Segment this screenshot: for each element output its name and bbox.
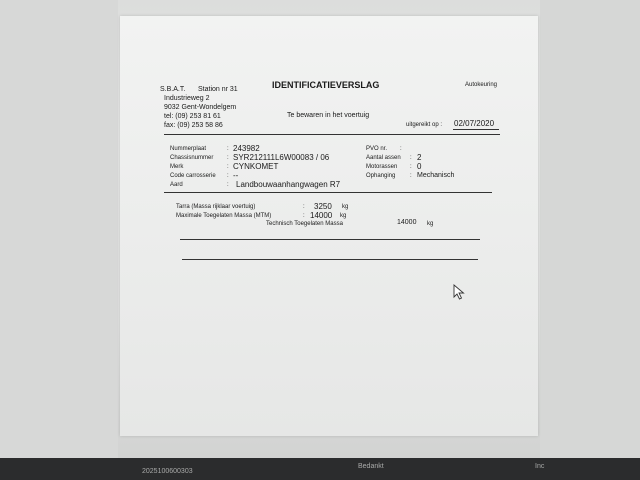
mtm-value: 14000: [310, 211, 333, 220]
tech-mass-label: Technisch Toegelaten Massa: [266, 221, 343, 227]
taskbar-item-inc[interactable]: Inc: [535, 463, 545, 470]
pvo-value: :: [400, 146, 402, 152]
axles-value: 2: [417, 153, 422, 162]
mtm-unit: kg: [340, 213, 347, 219]
motor-axles-label: Motorassen: [366, 164, 398, 170]
tech-mass-value: 14000: [397, 219, 417, 226]
taskbar-item-bedankt[interactable]: Bedankt: [358, 463, 384, 470]
fax-number: fax: (09) 253 58 86: [164, 122, 223, 129]
header-divider: [164, 134, 500, 135]
station-number: Station nr 31: [198, 86, 238, 93]
body-code-colon: :: [227, 173, 229, 179]
issued-label: uitgereikt op :: [406, 122, 443, 128]
document-title: IDENTIFICATIEVERSLAG: [272, 80, 380, 90]
kind-value: Landbouwaanhangwagen R7: [236, 180, 341, 189]
body-code-value: --: [233, 171, 239, 180]
mouse-pointer-icon: [453, 284, 465, 305]
issued-date: 02/07/2020: [454, 119, 495, 128]
keep-in-vehicle-note: Te bewaren in het voertuig: [287, 112, 370, 119]
brand-colon: :: [227, 164, 229, 170]
viewer-left-margin: [0, 0, 118, 458]
pvo-label: PVO nr.: [366, 146, 388, 152]
axles-label: Aantal assen: [366, 155, 401, 161]
address-street: Industrieweg 2: [164, 95, 210, 102]
tare-colon: :: [303, 204, 305, 210]
org-name: S.B.A.T.: [160, 86, 186, 93]
viewer-right-margin: [540, 0, 640, 458]
vehicle-info-divider: [164, 192, 492, 193]
chassis-colon: :: [227, 155, 229, 161]
mtm-colon: :: [303, 213, 305, 219]
axles-colon: :: [410, 155, 412, 161]
tare-label: Tarra (Massa rijklaar voertuig): [176, 204, 256, 210]
suspension-value: Mechanisch: [417, 172, 455, 179]
tare-unit: kg: [342, 204, 349, 210]
phone-number: tel: (09) 253 81 61: [164, 113, 221, 120]
plate-label: Nummerplaat: [170, 146, 207, 152]
taskbar-item-file[interactable]: 2025100600303: [142, 468, 193, 475]
document-page: [120, 16, 538, 436]
mtm-label: Maximale Toegelaten Massa (MTM): [176, 213, 272, 219]
document-type: Autokeuring: [465, 82, 498, 88]
address-city: 9032 Gent-Wondelgem: [164, 104, 237, 111]
chassis-value: SYR212111L6W00083 / 06: [233, 153, 330, 162]
body-code-label: Code carrosserie: [170, 173, 216, 179]
remarks-line-2: [182, 259, 478, 260]
taskbar: [0, 458, 640, 480]
suspension-label: Ophanging: [366, 173, 396, 179]
plate-colon: :: [227, 146, 229, 152]
date-underline: [453, 129, 499, 130]
tare-value: 3250: [314, 202, 332, 211]
chassis-label: Chassisnummer: [170, 155, 214, 161]
motor-axles-value: 0: [417, 162, 422, 171]
tech-mass-unit: kg: [427, 221, 434, 227]
kind-colon: :: [227, 182, 229, 188]
plate-value: 243982: [233, 144, 260, 153]
motor-axles-colon: :: [410, 164, 412, 170]
kind-label: Aard: [170, 182, 183, 188]
suspension-colon: :: [410, 173, 412, 179]
brand-value: CYNKOMET: [233, 162, 279, 171]
brand-label: Merk: [170, 164, 184, 170]
remarks-line-1: [180, 239, 480, 240]
